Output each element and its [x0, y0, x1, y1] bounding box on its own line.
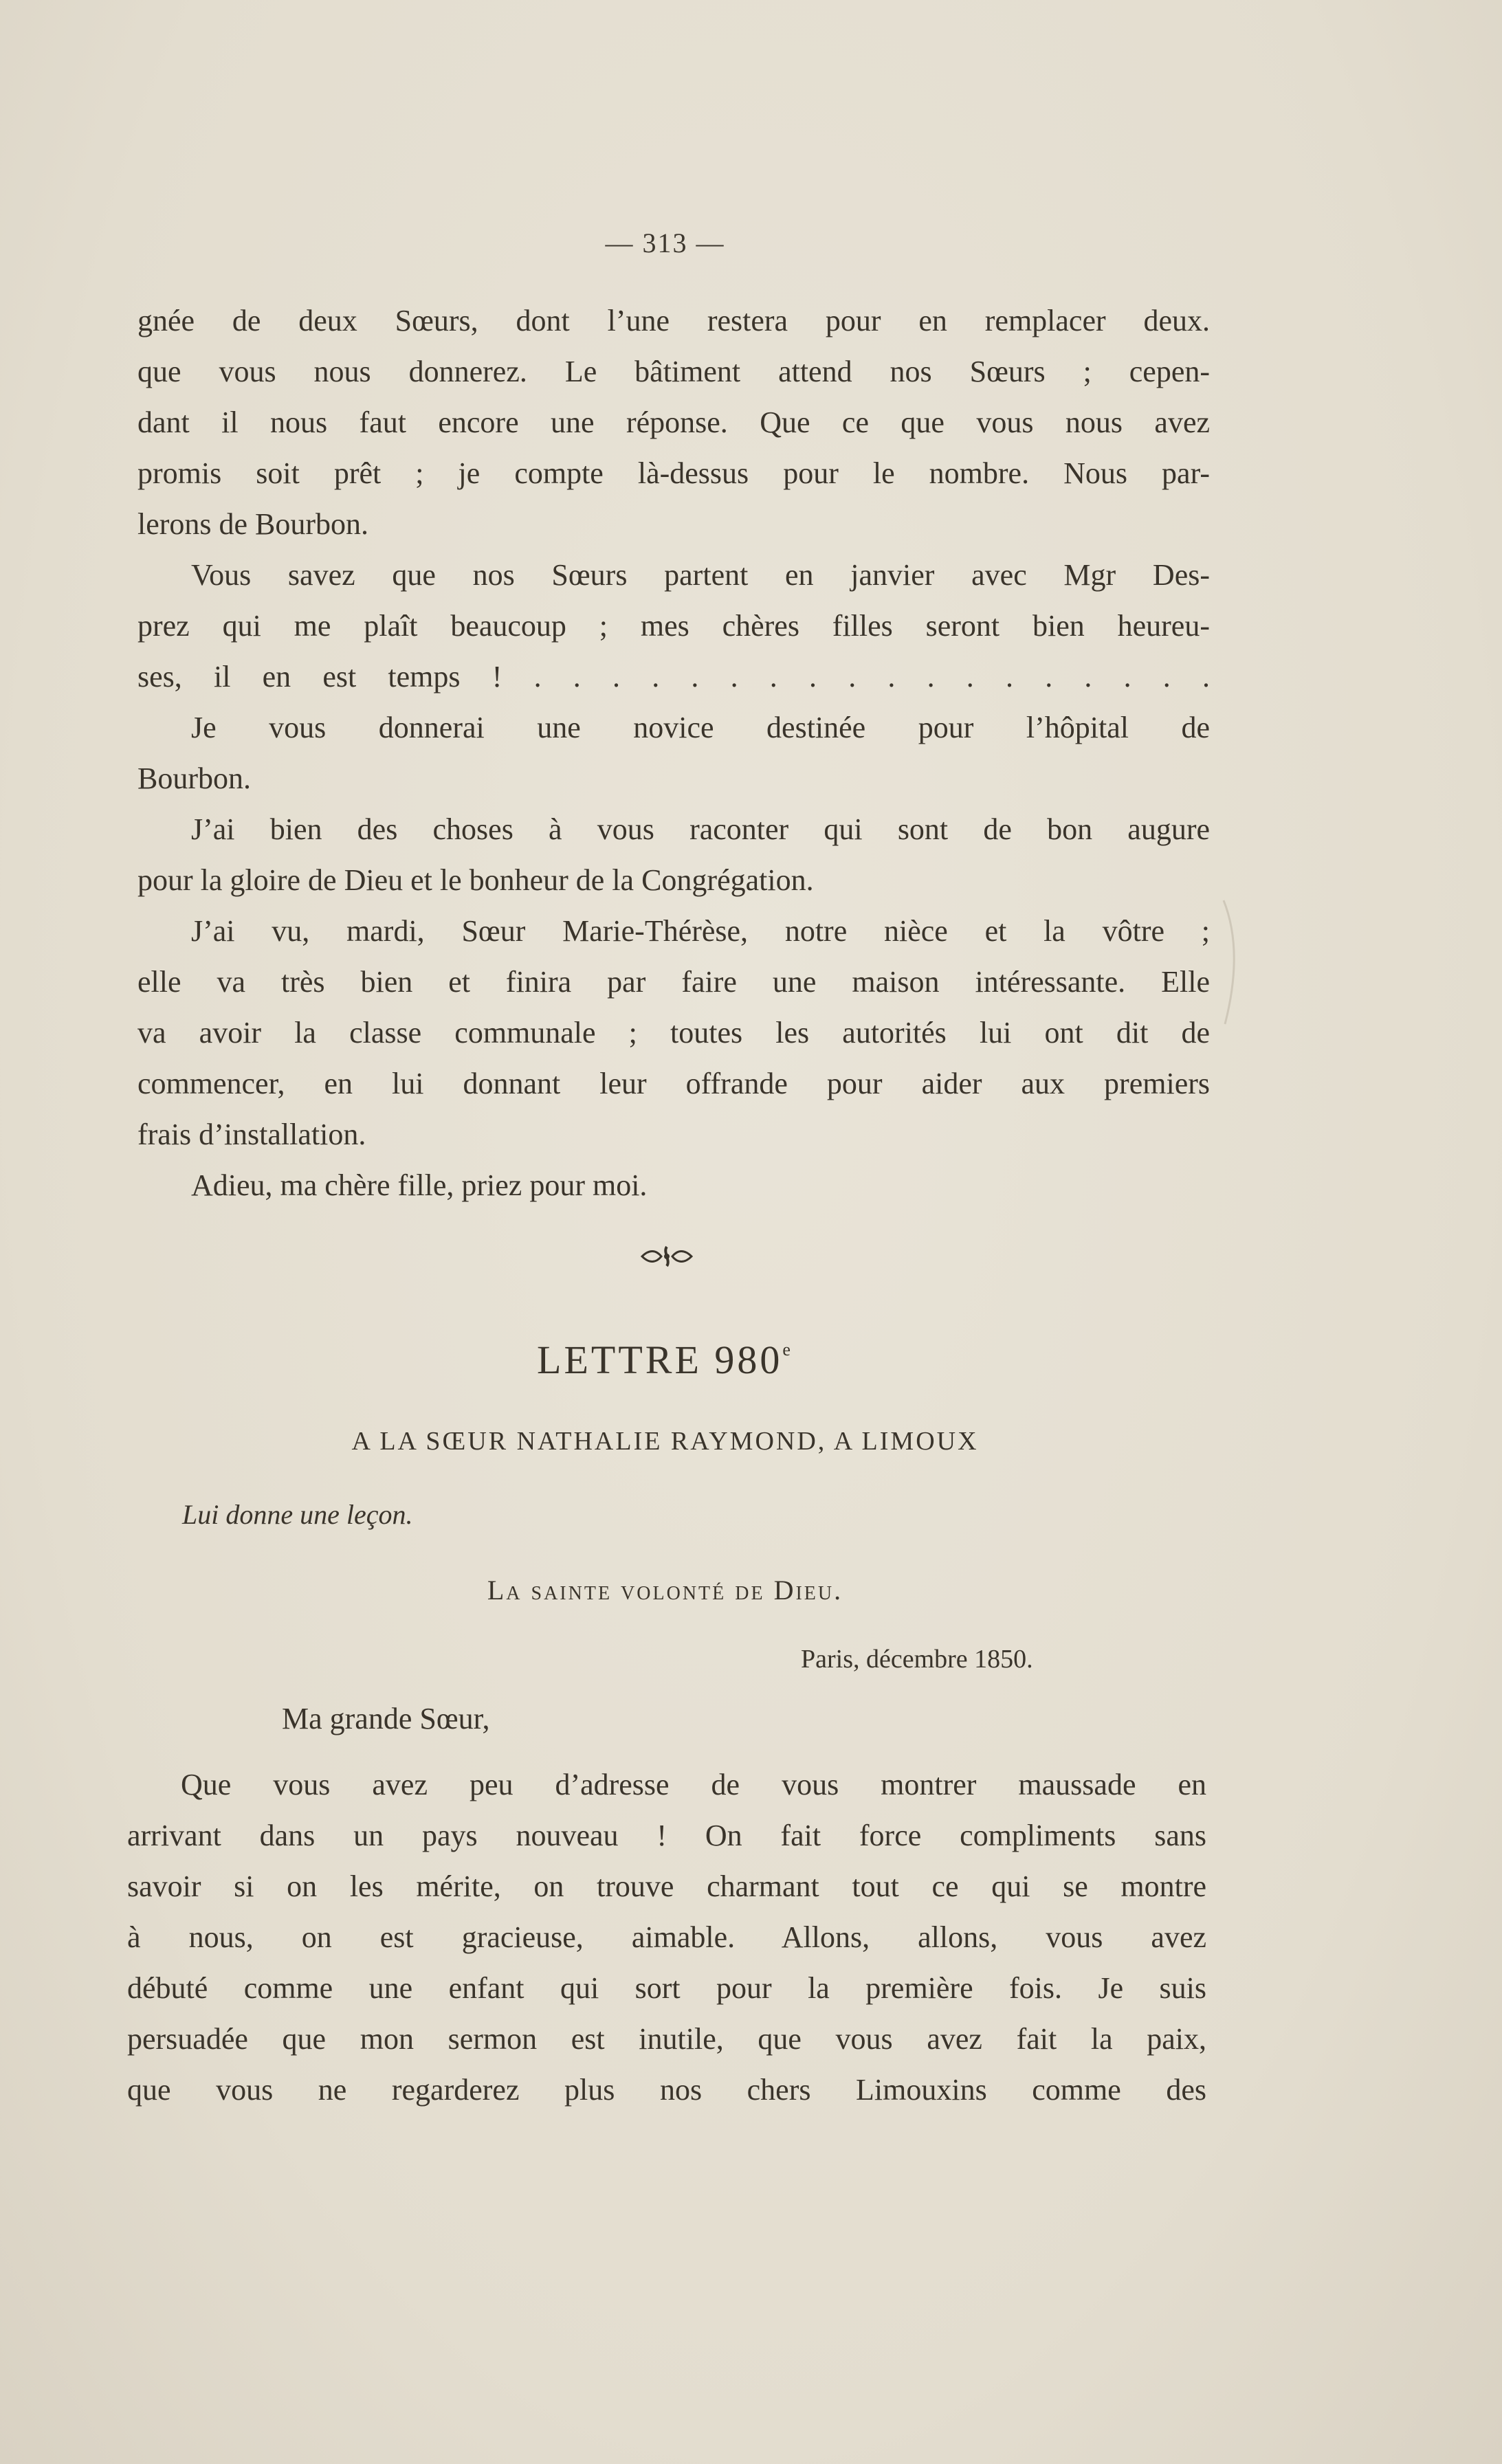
text-line: va avoir la classe communale ; toutes les autorités lui ont dit de: [137, 1016, 1210, 1050]
text-line: que vous nous donnerez. Le bâtiment attend nos Sœurs ; cepen-: [137, 355, 1210, 388]
text-line: Bourbon.: [137, 762, 251, 795]
page-number: — 313 —: [605, 227, 725, 258]
letter-recipient: A LA SŒUR NATHALIE RAYMOND, A LIMOUX: [351, 1427, 979, 1456]
text-line: arrivant dans un pays nouveau ! On fait force compliments sans: [127, 1819, 1206, 1852]
text-line: Adieu, ma chère fille, priez pour moi.: [191, 1168, 648, 1202]
letter-title-text: LETTRE 980: [537, 1338, 783, 1382]
letter-title: [0, 1337, 1330, 1383]
text-line: commencer, en lui donnant leur offrande pour aider aux premiers: [137, 1067, 1210, 1100]
text-line: lerons de Bourbon.: [137, 507, 369, 541]
text-line: Je vous donnerai une novice destinée pour l’hôpital de: [191, 711, 1210, 744]
text-line: dant il nous faut encore une réponse. Que ce que vous nous avez: [137, 406, 1210, 439]
text-line: J’ai vu, mardi, Sœur Marie-Thérèse, notre nièce et la vôtre ;: [191, 914, 1210, 948]
text-line: à nous, on est gracieuse, aimable. Allons, allons, vous avez: [127, 1920, 1206, 1954]
letter-dateline: Paris, décembre 1850.: [801, 1645, 1033, 1674]
text-line: pour la gloire de Dieu et le bonheur de la Congrégation.: [137, 863, 814, 897]
text-line: débuté comme une enfant qui sort pour la première fois. Je suis: [127, 1971, 1206, 2005]
letter-summary: Lui donne une leçon.: [182, 1499, 413, 1530]
text-line: elle va très bien et finira par faire une maison intéressante. Elle: [137, 965, 1210, 999]
text-line: Que vous avez peu d’adresse de vous montrer maussade en: [181, 1768, 1206, 1801]
text-line: frais d’installation.: [137, 1118, 366, 1151]
fleuron-ornament-icon: [639, 1243, 694, 1270]
letter-salutation: Ma grande Sœur,: [282, 1702, 490, 1735]
text-line: Vous savez que nos Sœurs partent en janvier avec Mgr Des-: [191, 558, 1210, 592]
letter-body-block: [127, 1760, 1206, 2116]
letter-motto: La sainte volonté de Dieu.: [487, 1575, 843, 1606]
letter-title-superscript: e: [782, 1340, 793, 1359]
top-text-block: [137, 296, 1210, 1211]
scan-artifact-mark: [1217, 894, 1244, 1031]
text-line: savoir si on les mérite, on trouve charmant tout ce qui se montre: [127, 1869, 1206, 1903]
text-line: que vous ne regarderez plus nos chers Limouxins comme des: [127, 2073, 1206, 2107]
text-line: J’ai bien des choses à vous raconter qui sont de bon augure: [191, 812, 1210, 846]
text-line: persuadée que mon sermon est inutile, que vous avez fait la paix,: [127, 2022, 1206, 2056]
text-line: ses, il en est temps ! . . . . . . . . . . . . . . . . . .: [137, 660, 1210, 693]
text-line: promis soit prêt ; je compte là-dessus pour le nombre. Nous par-: [137, 456, 1210, 490]
text-line: prez qui me plaît beaucoup ; mes chères filles seront bien heureu-: [137, 609, 1210, 643]
text-line: gnée de deux Sœurs, dont l’une restera pour en remplacer deux.: [137, 304, 1210, 337]
